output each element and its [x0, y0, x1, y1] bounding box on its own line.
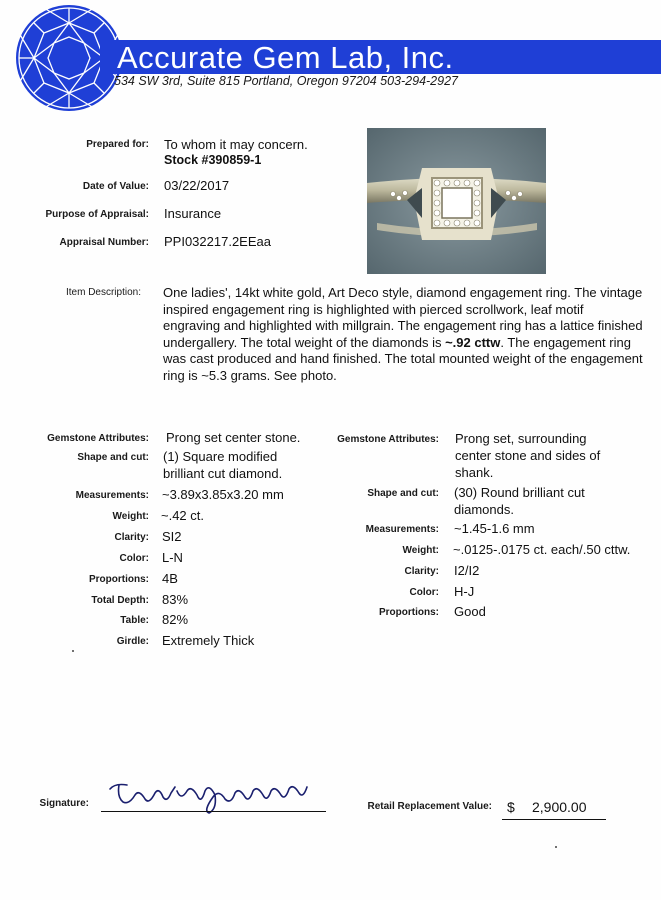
right-color-value: H-J [454, 584, 475, 599]
left-prop-value: 4B [162, 571, 178, 586]
left-prop-label: Proportions: [89, 574, 149, 585]
right-prop-value: Good [454, 604, 486, 619]
currency-symbol: $ [507, 799, 515, 815]
speck-mark [72, 650, 74, 652]
item-description [163, 285, 643, 384]
right-shape-label: Shape and cut: [367, 488, 439, 499]
company-address: 534 SW 3rd, Suite 815 Portland, Oregon 97204 503-294-2927 [114, 74, 458, 88]
left-color-label: Color: [119, 553, 149, 564]
prepared-for-label: Prepared for: [86, 139, 149, 150]
right-meas-value: ~1.45-1.6 mm [454, 521, 535, 536]
left-attr-label: Gemstone Attributes: [47, 433, 149, 444]
right-attr-value-1: Prong set, surrounding [455, 431, 587, 446]
left-table-value: 82% [162, 612, 189, 627]
appraisal-number-value: PPI032217.2EEaa [164, 234, 271, 249]
description-text-1: One ladies', 14kt white gold, Art Deco style, diamond engagement ring. The vintage inspired engagement ring is highlighted with pierced scrollwork, leaf motif engraving and highlighted with millgrain. The engagement ring has a lattice finished undergallery. The total weight of the diamonds is [163, 285, 643, 350]
item-description-label: Item Description: [65, 287, 141, 298]
left-color-value: L-N [162, 550, 183, 565]
right-weight-value: ~.0125-.0175 ct. each/.50 cttw. [453, 542, 631, 557]
retail-value-line [502, 819, 606, 820]
left-meas-label: Measurements: [75, 490, 149, 501]
left-weight-label: Weight: [112, 511, 149, 522]
purpose-value: Insurance [164, 206, 222, 221]
right-prop-label: Proportions: [379, 607, 439, 618]
left-clarity-value: SI2 [162, 529, 182, 544]
ring-photo [367, 128, 546, 274]
company-name: Accurate Gem Lab, Inc. [117, 40, 454, 75]
left-depth-label: Total Depth: [91, 595, 149, 606]
left-clarity-label: Clarity: [114, 532, 149, 543]
left-shape-value-2: brilliant cut diamond. [163, 466, 283, 481]
right-attr-value-3: shank. [455, 465, 494, 480]
right-shape-value-2: diamonds. [454, 502, 514, 517]
left-depth-value: 83% [162, 592, 189, 607]
right-color-label: Color: [409, 587, 439, 598]
retail-value: 2,900.00 [532, 799, 587, 815]
right-shape-value-1: (30) Round brilliant cut [454, 485, 585, 500]
stock-number: Stock #390859-1 [164, 153, 262, 167]
left-shape-label: Shape and cut: [77, 452, 149, 463]
left-attr-value: Prong set center stone. [166, 430, 301, 445]
signature-label: Signature: [39, 798, 89, 809]
right-clarity-value: I2/I2 [454, 563, 480, 578]
right-attr-value-2: center stone and sides of [455, 448, 601, 463]
description-cttw: ~.92 cttw [445, 334, 501, 350]
left-girdle-label: Girdle: [116, 636, 149, 647]
left-shape-value-1: (1) Square modified [163, 449, 278, 464]
purpose-label: Purpose of Appraisal: [45, 209, 149, 220]
right-attr-label: Gemstone Attributes: [337, 434, 439, 445]
date-value: 03/22/2017 [164, 178, 230, 193]
right-clarity-label: Clarity: [404, 566, 439, 577]
right-meas-label: Measurements: [365, 524, 439, 535]
left-weight-value: ~.42 ct. [161, 508, 204, 523]
appraisal-number-label: Appraisal Number: [59, 237, 149, 248]
signature-line [101, 811, 326, 812]
left-meas-value: ~3.89x3.85x3.20 mm [162, 487, 284, 502]
right-weight-label: Weight: [402, 545, 439, 556]
prepared-for-value: To whom it may concern. [164, 137, 308, 152]
left-table-label: Table: [120, 615, 149, 626]
retail-value-label: Retail Replacement Value: [367, 801, 492, 812]
handwritten-signature [105, 775, 315, 815]
speck-mark [555, 846, 557, 848]
description-text-2: . The engagement ring was cast produced and hand finished. The total mounted weight of the engagement ring is ~5.3 grams. See photo. [163, 334, 643, 383]
left-girdle-value: Extremely Thick [162, 633, 255, 648]
date-label: Date of Value: [82, 181, 149, 192]
